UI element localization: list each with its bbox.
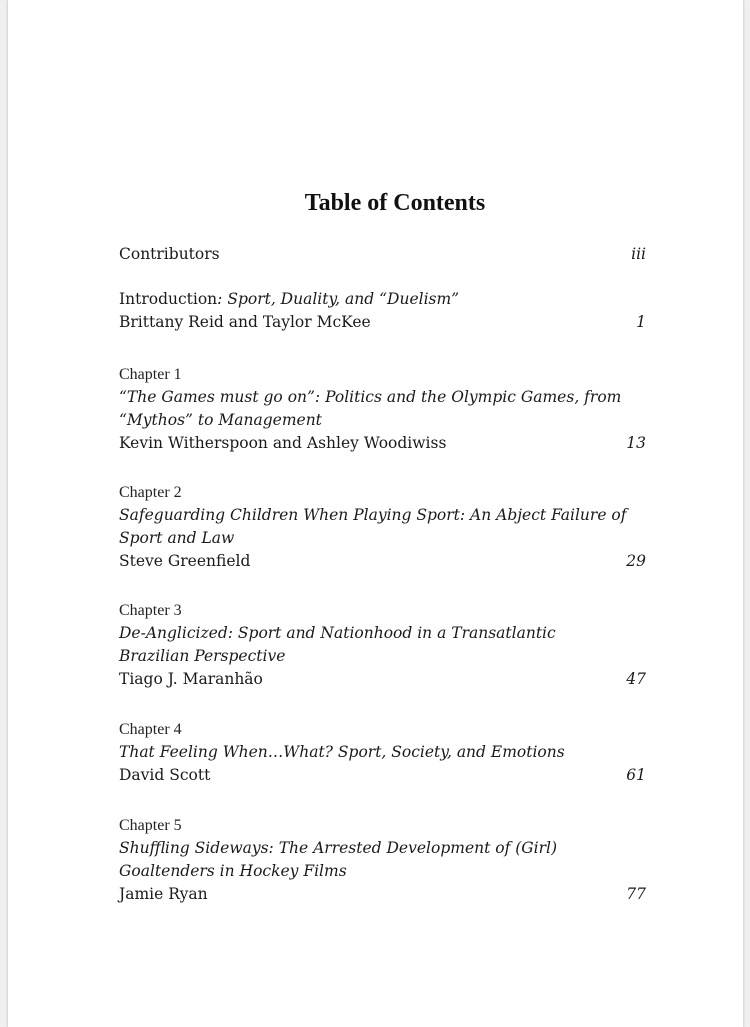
chapter-title: “The Games must go on”: Politics and the Olympic Games, from “Mythos” to Management — [119, 388, 622, 429]
toc-row — [119, 432, 646, 455]
chapter-label: Chapter 3 — [119, 602, 182, 619]
toc-row — [119, 883, 646, 906]
page-number: 77 — [626, 885, 646, 903]
page-number: 29 — [626, 552, 646, 570]
chapter-label: Chapter 2 — [119, 484, 182, 501]
toc-entry-introduction — [119, 288, 646, 334]
chapter-authors: Steve Greenfield — [119, 552, 251, 570]
toc-row — [119, 550, 646, 573]
page-number: iii — [631, 245, 646, 263]
page-number: 1 — [636, 313, 646, 331]
page-number: 13 — [626, 434, 646, 452]
chapter-label: Chapter 4 — [119, 721, 182, 738]
toc-entry-chapter-3 — [119, 600, 646, 691]
introduction-title — [119, 288, 646, 311]
toc-row — [119, 668, 646, 691]
introduction-prefix: Introduction — [119, 290, 218, 308]
toc-row — [119, 764, 646, 787]
contributors-label: Contributors — [119, 245, 220, 263]
chapter-title: Shuffling Sideways: The Arrested Development of (Girl) Goaltenders in Hockey Films — [119, 839, 558, 880]
chapter-title: That Feeling When…What? Sport, Society, and Emotions — [119, 743, 565, 761]
document-page — [8, 0, 743, 1027]
chapter-authors: Kevin Witherspoon and Ashley Woodiwiss — [119, 434, 447, 452]
introduction-subtitle: : Sport, Duality, and “Duelism” — [217, 290, 460, 308]
chapter-authors: Tiago J. Maranhão — [119, 670, 263, 688]
chapter-title: De-Anglicized: Sport and Nationhood in a Transatlantic Brazilian Perspective — [119, 624, 556, 665]
toc-entry-contributors — [119, 243, 646, 266]
chapter-authors: Brittany Reid and Taylor McKee — [119, 313, 371, 331]
toc-entry-chapter-2 — [119, 482, 646, 573]
toc-row — [119, 243, 646, 266]
chapter-authors: Jamie Ryan — [119, 885, 208, 903]
page-number: 61 — [626, 766, 646, 784]
chapter-label: Chapter 5 — [119, 817, 182, 834]
toc-entry-chapter-4 — [119, 719, 646, 787]
page-title: Table of Contents — [304, 190, 486, 216]
toc-entry-chapter-5 — [119, 815, 646, 906]
chapter-label: Chapter 1 — [119, 366, 182, 383]
toc-row — [119, 311, 646, 334]
chapter-authors: David Scott — [119, 766, 211, 784]
chapter-title: Safeguarding Children When Playing Sport: An Abject Failure of Sport and Law — [119, 506, 627, 547]
page-number: 47 — [626, 670, 646, 688]
toc-entry-chapter-1 — [119, 364, 646, 455]
